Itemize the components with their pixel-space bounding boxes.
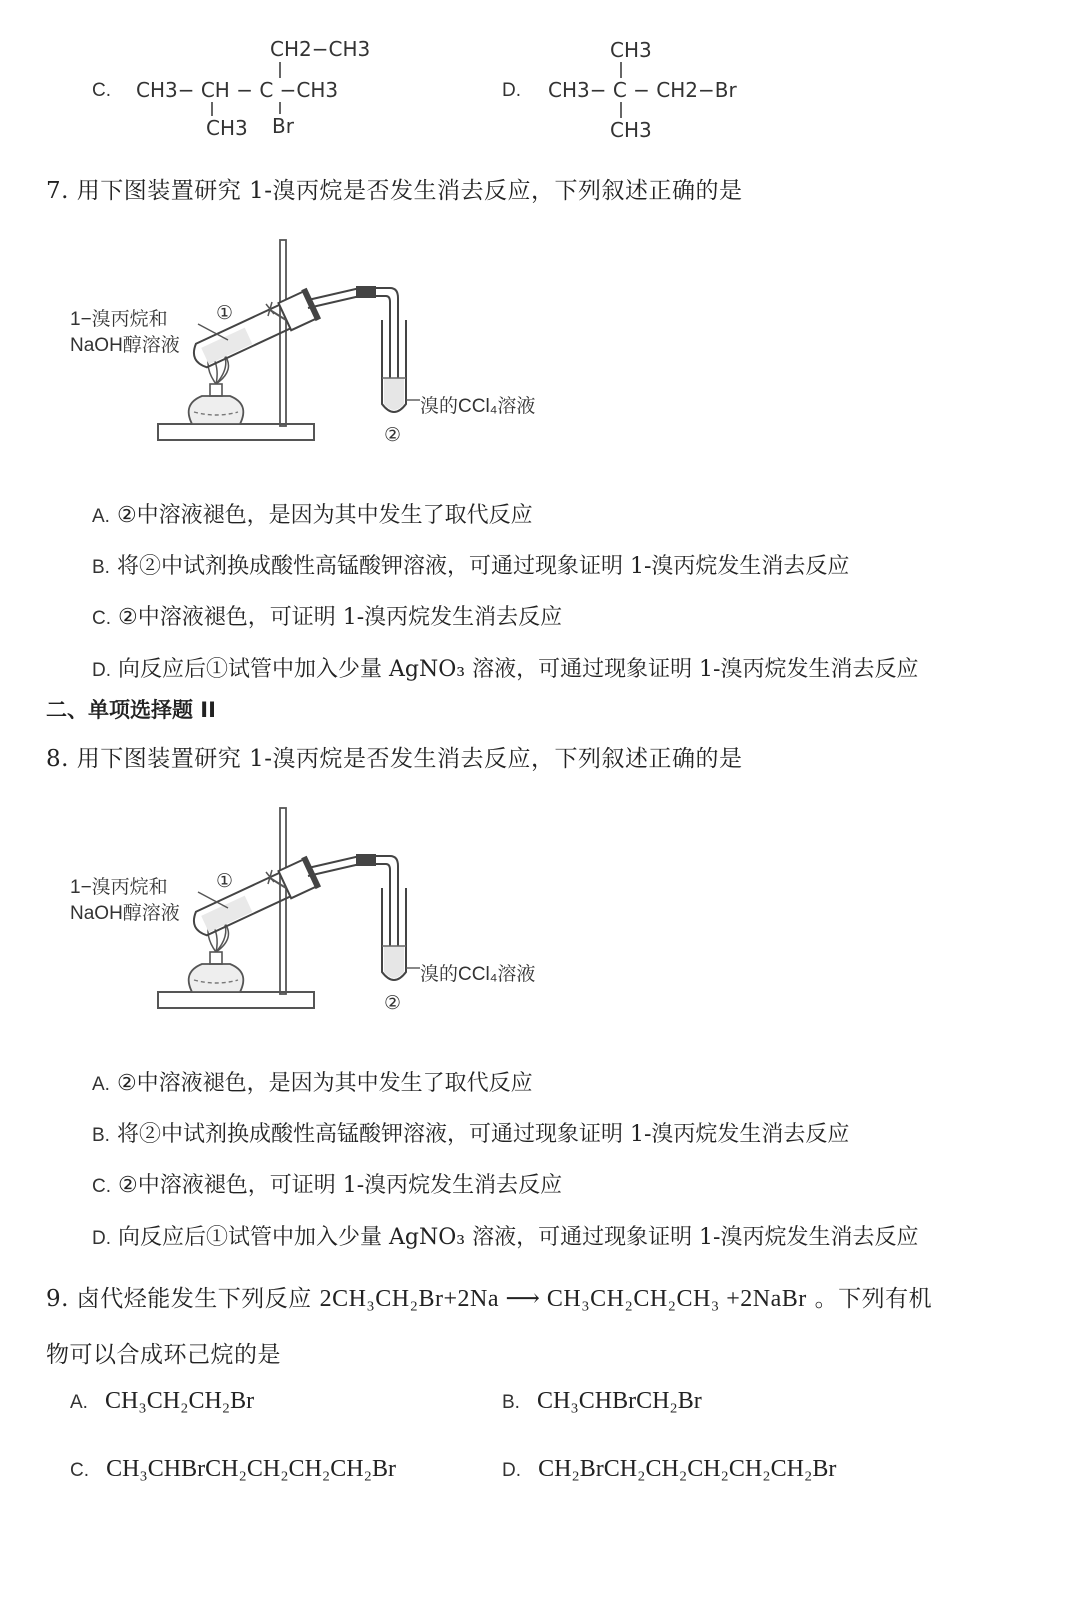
q8-apparatus-figure: [60, 796, 580, 1026]
q9-option-b-label: B.: [502, 1392, 520, 1413]
q9-option-a[interactable]: [70, 1388, 254, 1415]
q7-marker-1: ①: [216, 303, 234, 324]
structure-c-top: CH2−CH3: [270, 37, 371, 61]
q9-option-c-label: C.: [70, 1460, 89, 1481]
structure-c-bottom-left: CH3: [206, 116, 248, 140]
option-label-d: D.: [502, 80, 521, 101]
q9-option-d-formula: CH₂BrCH₂CH₂CH₂CH₂CH₂Br: [538, 1456, 837, 1482]
structure-d-top: CH3: [610, 38, 652, 62]
q7-option-a[interactable]: [92, 498, 533, 529]
structure-d-bottom: CH3: [610, 118, 652, 142]
q9-option-c-formula: CH₃CHBrCH₂CH₂CH₂CH₂Br: [106, 1456, 396, 1482]
q8-solution-label: 溴的CCl₄溶液: [420, 964, 536, 985]
q7-option-d[interactable]: [92, 652, 919, 683]
q8-option-a[interactable]: [92, 1066, 533, 1097]
q9-option-c[interactable]: [70, 1456, 396, 1483]
q7-marker-2: ②: [384, 425, 402, 446]
q9-stem-line1: [46, 1280, 932, 1313]
structure-c-bottom-right: Br: [272, 114, 294, 138]
q7-option-b[interactable]: [92, 549, 849, 580]
q7-option-a-label: A.: [92, 506, 110, 527]
q7-option-b-text: 将②中试剂换成酸性高锰酸钾溶液，可通过现象证明 1-溴丙烷发生消去反应: [116, 554, 850, 579]
q8-marker-2: ②: [384, 993, 402, 1014]
q8-option-a-label: A.: [92, 1074, 110, 1095]
section-2-title: 二、单项选择题 II: [46, 698, 216, 722]
q7-reagent-label-1: 1−溴丙烷和: [70, 309, 168, 330]
q7-apparatus-figure: [60, 228, 580, 458]
q8-option-d-text: 向反应后①试管中加入少量 AgNO₃ 溶液，可通过现象证明 1-溴丙烷发生消去反应: [118, 1225, 919, 1250]
q8-option-c-label: C.: [92, 1176, 111, 1197]
q9-option-a-label: A.: [70, 1392, 88, 1413]
q9-option-b[interactable]: [502, 1388, 702, 1415]
q7-stem: 7. 用下图装置研究 1-溴丙烷是否发生消去反应，下列叙述正确的是: [46, 178, 743, 204]
q7-reagent-label-2: NaOH醇溶液: [70, 335, 180, 356]
option-label-c: C.: [92, 80, 111, 101]
q9-option-b-formula: CH₃CHBrCH₂Br: [537, 1388, 702, 1414]
q8-option-c[interactable]: [92, 1168, 562, 1199]
q9-stem-suffix: 。下列有机: [814, 1286, 933, 1312]
q7-option-c-text: ②中溶液褪色，可证明 1-溴丙烷发生消去反应: [118, 605, 563, 630]
q8-option-d[interactable]: [92, 1220, 919, 1251]
q7-option-d-text: 向反应后①试管中加入少量 AgNO₃ 溶液，可通过现象证明 1-溴丙烷发生消去反应: [118, 657, 919, 682]
q8-reagent-label-1: 1−溴丙烷和: [70, 877, 168, 898]
q9-option-a-formula: CH₃CH₂CH₂Br: [105, 1388, 255, 1414]
q8-option-b-text: 将②中试剂换成酸性高锰酸钾溶液，可通过现象证明 1-溴丙烷发生消去反应: [116, 1122, 850, 1147]
q8-stem: 8. 用下图装置研究 1-溴丙烷是否发生消去反应，下列叙述正确的是: [46, 746, 743, 772]
q7-option-d-label: D.: [92, 660, 111, 681]
q7-option-a-text: ②中溶液褪色，是因为其中发生了取代反应: [116, 503, 533, 528]
q8-option-c-text: ②中溶液褪色，可证明 1-溴丙烷发生消去反应: [118, 1173, 563, 1198]
q8-option-a-text: ②中溶液褪色，是因为其中发生了取代反应: [116, 1071, 533, 1096]
q8-reagent-label-2: NaOH醇溶液: [70, 903, 180, 924]
q7-option-c-label: C.: [92, 608, 111, 629]
q9-option-d[interactable]: [502, 1456, 836, 1483]
q9-stem-line2: 物可以合成环己烷的是: [46, 1342, 281, 1368]
q9-stem-prefix: 9. 卤代烃能发生下列反应: [46, 1286, 312, 1312]
q7-solution-label: 溴的CCl₄溶液: [420, 396, 536, 417]
q9-option-d-label: D.: [502, 1460, 521, 1481]
q7-option-c[interactable]: [92, 600, 562, 631]
structure-d-bonds: [0, 0, 800, 150]
q8-option-b[interactable]: [92, 1117, 849, 1148]
structure-d-main: CH3− C − CH2−Br: [548, 78, 737, 102]
structure-c-main: CH3− CH − C −CH3: [136, 78, 339, 102]
q8-option-d-label: D.: [92, 1228, 111, 1249]
q7-option-b-label: B.: [92, 557, 110, 578]
q8-marker-1: ①: [216, 871, 234, 892]
q9-reaction-equation: 2CH₃CH₂Br+2Na ⟶ CH₃CH₂CH₂CH₃ +2NaBr: [319, 1286, 807, 1312]
q8-option-b-label: B.: [92, 1125, 110, 1146]
